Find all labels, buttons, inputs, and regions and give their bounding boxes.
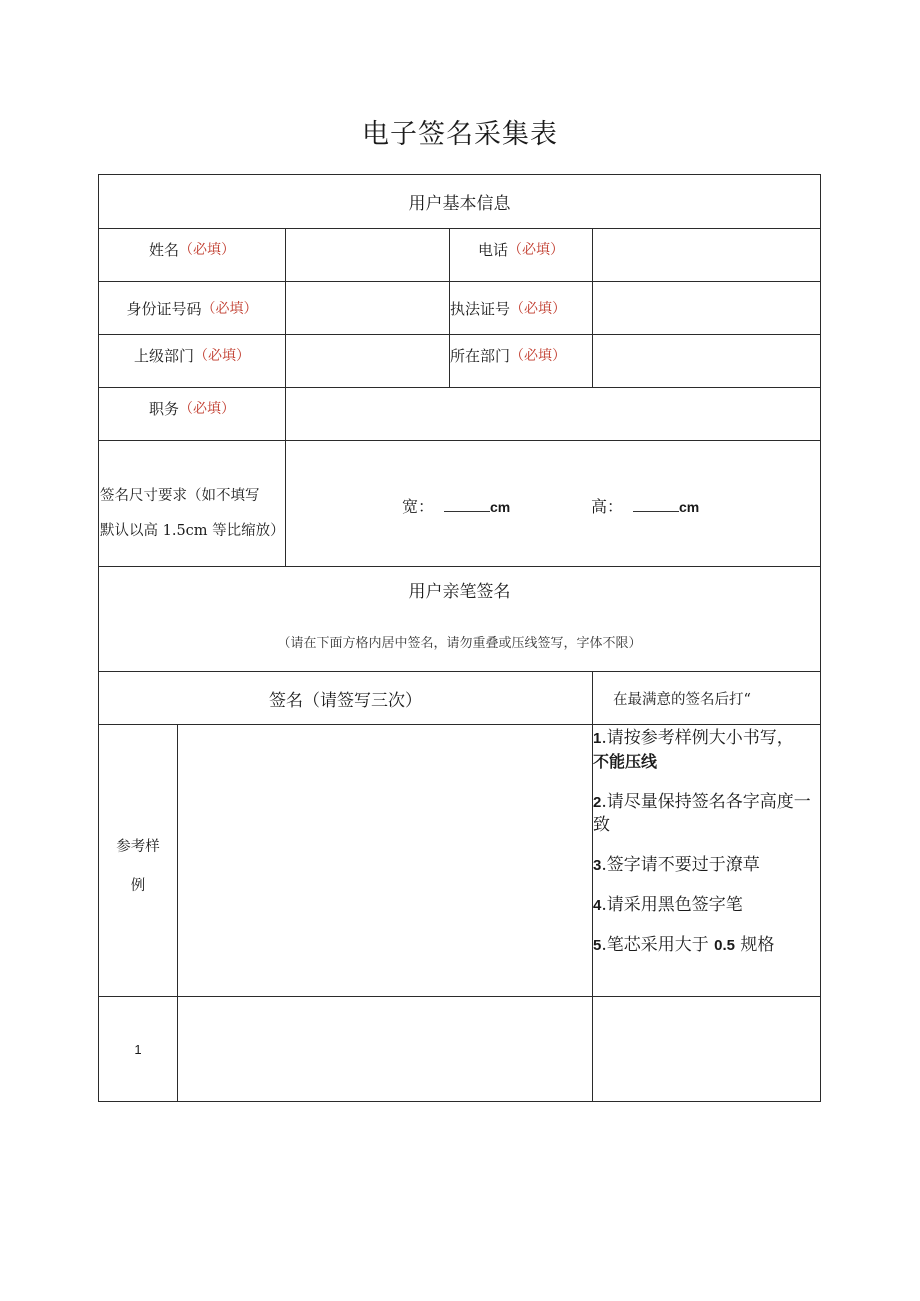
license-label-cell (449, 281, 593, 335)
tip-item-5: 5.笔芯采用大于 0.5 规格 (593, 935, 775, 955)
required-tag: （必填） (510, 301, 567, 317)
page-title: 电子签名采集表 (362, 119, 558, 150)
id-label-cell (98, 281, 286, 335)
tip-item-3: 3.签字请不要过于潦草 (593, 855, 760, 875)
height-label: 高： (591, 497, 624, 516)
dept-label: 所在部门 (450, 347, 511, 365)
position-label: 职务 (148, 400, 179, 418)
size-label-line1: 签名尺寸要求（如不填写 (100, 488, 260, 504)
sample-label-cell (98, 724, 178, 997)
id-label: 身份证号码 (126, 299, 202, 318)
size-label-line2: 默认以高 1.5cm 等比缩放） (100, 523, 285, 539)
size-label-cell (98, 440, 286, 567)
sample-signature-area (177, 724, 593, 997)
name-input[interactable] (285, 228, 450, 282)
phone-input[interactable] (592, 228, 821, 282)
row-1-number-cell (98, 996, 178, 1102)
choose-header-cell (592, 671, 821, 725)
parent-dept-input[interactable] (285, 334, 450, 388)
tip-item-2: 2.请尽量保持签名各字高度一致 (593, 792, 811, 835)
signature-section-title: 用户亲笔签名 (408, 582, 511, 602)
signature-header (98, 566, 821, 672)
required-tag: （必填） (194, 348, 250, 364)
basic-info-title: 用户基本信息 (408, 194, 511, 214)
height-unit: cm (679, 499, 700, 515)
phone-label: 电话 (477, 241, 508, 259)
dept-input[interactable] (592, 334, 821, 388)
id-input[interactable] (285, 281, 450, 335)
signature-box-1[interactable] (177, 996, 593, 1102)
position-input[interactable] (285, 387, 821, 441)
signature-instruction: （请在下面方格内居中签名，请勿重叠或压线签写，字体不限） (277, 636, 642, 651)
row-1-number: 1 (134, 1041, 142, 1057)
required-tag: （必填） (179, 242, 235, 258)
name-label: 姓名 (148, 241, 179, 259)
license-input[interactable] (592, 281, 821, 335)
dept-label-cell (449, 334, 593, 388)
parent-dept-label-cell (98, 334, 286, 388)
height-input[interactable] (633, 497, 679, 512)
sample-label-line2: 例 (130, 878, 146, 894)
sign-header: 签名（请签写三次） (269, 690, 422, 711)
parent-dept-label: 上级部门 (133, 347, 194, 365)
tip-item-1: 1.请按参考样例大小书写， 不能压线 (593, 728, 794, 771)
width-input[interactable] (444, 497, 490, 512)
basic-info-header (98, 174, 821, 229)
position-label-cell (98, 387, 286, 441)
license-label: 执法证号 (450, 299, 511, 318)
choose-header: 在最满意的签名后打“ (613, 691, 751, 708)
required-tag: （必填） (201, 301, 258, 317)
width-label: 宽： (402, 497, 435, 516)
sample-label-line1: 参考样 (116, 839, 160, 855)
tips-cell (592, 724, 821, 997)
tip-item-4: 4.请采用黑色签字笔 (593, 895, 743, 915)
sign-header-cell (98, 671, 593, 725)
size-input-cell (285, 440, 821, 567)
required-tag: （必填） (510, 348, 567, 364)
required-tag: （必填） (179, 401, 235, 417)
phone-label-cell (449, 228, 593, 282)
required-tag: （必填） (508, 242, 564, 258)
choose-checkbox-1[interactable] (592, 996, 821, 1102)
name-label-cell (98, 228, 286, 282)
width-unit: cm (490, 499, 511, 515)
